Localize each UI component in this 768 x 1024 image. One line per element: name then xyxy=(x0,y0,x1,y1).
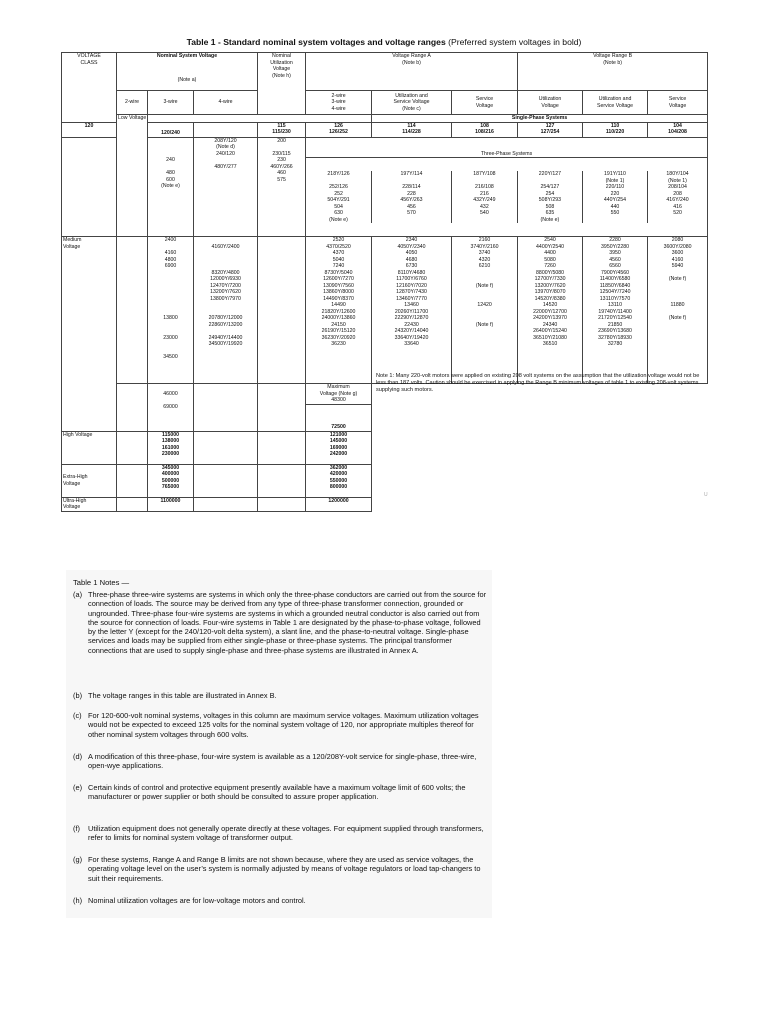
table-title xyxy=(0,37,768,47)
medium-high-four-wire xyxy=(194,384,258,432)
medium-high-nominal-util xyxy=(258,384,306,432)
note-text: Utilization equipment does not generally operate directly at these voltages. For equipment supplied through transformers, refer to limits for nominal system voltage of transformer output. xyxy=(88,824,484,843)
note-b xyxy=(73,691,489,700)
three-phase-low-b-service: 191Y/110 (Note 1) 220/110 220 440Y/254 440 550 xyxy=(582,171,647,223)
note-key: (c) xyxy=(73,711,82,720)
class-medium-voltage: Medium Voltage xyxy=(62,237,117,432)
max-voltage-note-g xyxy=(306,384,372,432)
high-two-wire xyxy=(117,431,148,464)
header-nominal-system-voltage xyxy=(117,53,258,91)
three-phase-low-four-wire: 208Y/120 (Note d) 240/120 480Y/277 xyxy=(194,137,258,237)
three-phase-low-two-wire xyxy=(62,137,117,237)
single-phase-two-wire: 120 xyxy=(62,122,117,137)
note-1: Note 1: Many 220-volt motors were applied on existing 208 volt systems on the assumption that the utilization voltage would not be less than 187 volts. Caution should be exercised in applying the Range B minimum voltages of table 1 to existing 208-volt systems supplying such motors. xyxy=(376,373,700,394)
medium-a-util: 2160 3740Y/2160 3740 4320 6210 (Note f) 12420 (Note f) xyxy=(452,237,518,384)
section-single-phase: Single-Phase Systems xyxy=(372,115,708,123)
note-text: Certain kinds of control and protective equipment presently available have a maximum voltage limit of 600 volts; the manufacturer or power supplier or both should be consulted to assure proper application. xyxy=(88,783,466,802)
three-phase-low-a-util: 187Y/108 216/108 216 432Y/249 432 540 xyxy=(451,171,517,223)
note-text: Three-phase three-wire systems are systems in which only the three-phase conductors are carried out from the source for connection of loads. The source may be derived from any type of three-phase transformer connection, grounded or ungrounded. Three-phase four-wire systems are systems in which a grounded neutral conductor is also carried out from the source for connection of loads. Four-wire systems in Table 1 are designated by the phase-to-phase voltage, followed by the letter Y (except for the 240/120-volt delta system), a slant line, and the phase-to-neutral voltage. Single-phase services and loads may be supplied from either single-phase or three-phase systems. The principal transformer connections that are used to supply single-phase and three-phase systems are illustrated in Annex A. xyxy=(88,590,487,655)
note-g xyxy=(73,855,489,883)
extra-high-four-wire xyxy=(194,464,258,497)
note-text: Nominal utilization voltages are for low-voltage motors and control. xyxy=(88,896,306,905)
note-e xyxy=(73,783,489,802)
note-key: (h) xyxy=(73,896,83,905)
table-title-bold: Table 1 - Standard nominal system voltages and voltage ranges xyxy=(186,37,446,47)
ultra-high-three-wire: 1100000 xyxy=(148,497,194,511)
note-f xyxy=(73,824,489,843)
note-key: (e) xyxy=(73,783,83,792)
note-key: (b) xyxy=(73,691,83,700)
single-phase-b-service: 110 110/220 xyxy=(583,122,648,137)
class-ultra-high-voltage: Ultra-High Voltage xyxy=(62,497,117,511)
three-phase-low-a-service: 197Y/114 228/114 228 456Y/263 456 570 xyxy=(371,171,451,223)
single-phase-nominal-util: 115 115/230 xyxy=(258,122,306,137)
single-phase-a-max: 126 126/252 xyxy=(306,122,372,137)
corner-mark: U xyxy=(704,492,708,498)
header-nominal-utilization: Nominal Utilization Voltage (Note h) xyxy=(258,53,306,115)
header-a-utilization-voltage: Utilization Voltage xyxy=(518,91,583,115)
header-note-a: (Note a) xyxy=(177,76,197,83)
note-key: (d) xyxy=(73,752,83,761)
max-voltage-header: Maximum Voltage (Note g) 48300 xyxy=(306,384,371,405)
header-range-a: Voltage Range A (Note b) xyxy=(306,53,518,91)
note-text: For 120-600-volt nominal systems, voltages in this column are maximum service voltages. Maximum utilization voltages would not be expected to exceed 125 volts for the nominal system voltage of 120, nor appropriate multiples thereof for other nominal system voltages through 600 volts. xyxy=(88,711,479,739)
header-nominal-utilization-wires: 2-wire 3-wire 4-wire xyxy=(306,91,372,115)
high-max: 121000 145000 169000 242000 xyxy=(306,431,372,464)
ultra-high-nominal-util xyxy=(258,497,306,511)
class-low-voltage: Low Voltage xyxy=(117,115,148,237)
medium-high-two-wire xyxy=(117,384,148,432)
medium-b-max: 2540 4400Y/2540 4400 5080 7260 8800Y/5080 12700Y/7330 13200Y/7620 13970Y/8070 14520Y/8380 14520 22000Y/12700 24200Y/13970 24340 26400Y/15240 36510Y/21080 36510 xyxy=(518,237,583,384)
extra-high-max: 362000 420000 550000 800000 xyxy=(306,464,372,497)
max-voltage-value: 72500 xyxy=(331,424,346,430)
medium-four-wire: 4160Y/2400 8320Y/4800 12000Y/6930 12470Y/7200 13200Y/7620 13800Y/7970 20780Y/12000 22860Y/13200 24940Y/14400 34500Y/19920 xyxy=(194,237,258,384)
note-h xyxy=(73,896,489,905)
three-phase-low-values xyxy=(306,137,708,237)
medium-b-service: 2280 3950Y/2280 3950 4560 6560 7900Y/4560 11400Y/6580 11850Y/6840 12504Y/7240 13110Y/7570 13110 19740Y/11400 21720Y/12540 21850 23690Y/13680 32780Y/18930 32780 xyxy=(583,237,648,384)
medium-nominal-util xyxy=(258,237,306,384)
high-four-wire xyxy=(194,431,258,464)
header-range-b: Voltage Range B (Note b) xyxy=(518,53,708,91)
medium-two-wire xyxy=(117,237,148,384)
extra-high-nominal-util xyxy=(258,464,306,497)
ultra-high-two-wire xyxy=(117,497,148,511)
extra-high-three-wire: 345000 400000 500000 765000 xyxy=(148,464,194,497)
single-phase-a-util: 108 108/216 xyxy=(452,122,518,137)
table-notes xyxy=(66,570,492,918)
single-phase-three-wire: 120/240 xyxy=(148,122,194,137)
voltage-table xyxy=(61,52,708,512)
single-phase-b-max: 127 127/254 xyxy=(518,122,583,137)
high-three-wire: 115000 138000 161000 230000 xyxy=(148,431,194,464)
three-phase-low-b-max: 220Y/127 254/127 254 508Y/293 508 635 (Note e) xyxy=(517,171,582,223)
header-two-wire: 2-wire xyxy=(117,91,148,115)
header-b-service-voltage: Service Voltage xyxy=(648,91,708,115)
single-phase-four-wire xyxy=(194,122,258,137)
medium-three-wire: 2400 4160 4800 6900 13800 23000 34500 xyxy=(148,237,194,384)
header-a-utilization-service: Utilization and Service Voltage (Note c) xyxy=(372,91,452,115)
medium-a-service: 2340 4050Y/2340 4050 4680 6730 8110Y/4680 11700Y/6760 12160Y/7020 12870Y/7430 13460Y/7770 13460 20260Y/11700 22290Y/12870 22430 24320Y/14040 33640Y/19420 33640 xyxy=(372,237,452,384)
note-text: For these systems, Range A and Range B limits are not shown because, where they are used as service voltages, the operating voltage level on the user’s system is normally adjusted by means of voltage regulators or load tap-changers to suit their requirements. xyxy=(88,855,481,883)
header-four-wire: 4-wire xyxy=(194,91,258,115)
three-phase-low-nominal-util: 200 230/115 230 460Y/266 460 575 xyxy=(258,137,306,237)
single-phase-b-util: 104 104/208 xyxy=(648,122,708,137)
note-text: The voltage ranges in this table are illustrated in Annex B. xyxy=(88,691,277,700)
three-phase-low-three-wire: 240 480 600 (Note e) xyxy=(148,137,194,237)
note-a xyxy=(73,590,489,655)
notes-title: Table 1 Notes — xyxy=(73,578,130,587)
note-d xyxy=(73,752,489,771)
header-a-service-voltage: Service Voltage xyxy=(452,91,518,115)
class-extra-high-voltage: Extra-High Voltage xyxy=(62,464,117,497)
note-text: A modification of this three-phase, four-wire system is available as a 120/208Y-volt service for single-phase, three-wire, open-wye applications. xyxy=(88,752,477,771)
medium-a-max: 2520 4370/2520 4370 5040 7240 8730Y/5040 12600Y/7270 13090Y/7560 13860Y/8000 14490Y/8370 14490 21820Y/12600 24000Y/13860 24150 26190Y/15120 36230Y/20920 36230 xyxy=(306,237,372,384)
medium-b-util: 2080 3600Y/2080 3600 4160 5940 (Note f) 11880 (Note f) xyxy=(648,237,708,384)
ultra-high-max: 1200000 xyxy=(306,497,372,511)
three-phase-low-b-util: 180Y/104 (Note 1) 208/104 208 416Y/240 416 520 xyxy=(647,171,707,223)
note-key: (a) xyxy=(73,590,83,599)
header-nominal-system-voltage-label: Nominal System Voltage xyxy=(156,53,218,59)
table-title-subtitle: (Preferred system voltages in bold) xyxy=(445,37,582,47)
section-three-phase: Three-Phase Systems xyxy=(306,151,707,159)
note-key: (g) xyxy=(73,855,83,864)
header-voltage-class: VOLTAGE CLASS xyxy=(62,53,117,123)
medium-high-three-wire: 46000 69000 xyxy=(148,384,194,432)
single-phase-a-service: 114 114/228 xyxy=(372,122,452,137)
note-key: (f) xyxy=(73,824,80,833)
note-c xyxy=(73,711,489,739)
class-high-voltage: High Voltage xyxy=(62,431,117,464)
header-three-wire: 3-wire xyxy=(148,91,194,115)
extra-high-two-wire xyxy=(117,464,148,497)
ultra-high-four-wire xyxy=(194,497,258,511)
high-nominal-util xyxy=(258,431,306,464)
header-b-utilization-service: Utilization and Service Voltage xyxy=(583,91,648,115)
three-phase-low-a-max: 218Y/126 252/126 252 504Y/291 504 630 (Note e) xyxy=(327,171,350,223)
